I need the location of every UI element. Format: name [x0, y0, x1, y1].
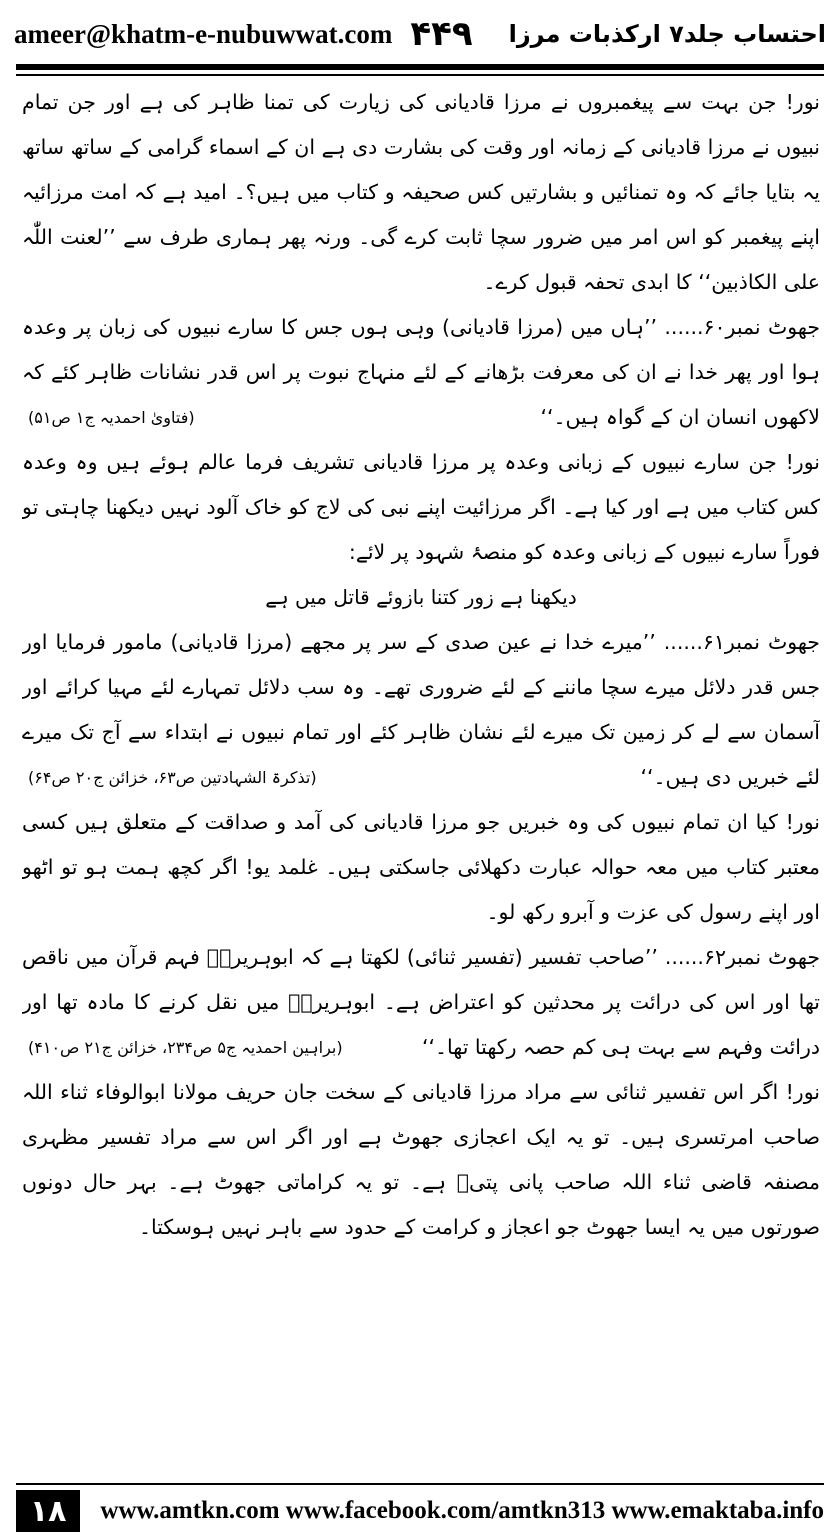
header-left — [14, 14, 473, 54]
verse-line: دیکھنا ہے زور کتنا بازوئے قاتل میں ہے — [265, 585, 577, 609]
paragraph-noor-2: نور! جن سارے نبیوں کے زبانی وعدہ پر مرزا قادیانی تشریف فرما عالم ہوئے ہیں وہ وعدہ کس کتاب میں ہے اور کیا ہے۔ اگر مرزائیت اپنے نبی کی لاج کو خاک آلود نہیں دیکھنا چاہتی تو فوراً سارے نبیوں کے زبانی وعدہ کو منصۂ شہود پر لائے: — [22, 450, 820, 564]
reference-jhoot-61: (تذکرۃ الشہادتین ص۶۳، خزائن ج۲۰ ص۶۴) — [28, 768, 317, 787]
book-title: احتساب جلد۷ ارکذبات مرزا — [508, 20, 826, 48]
reference-jhoot-60: (فتاویٰ احمدیہ ج۱ ص۵۱) — [28, 408, 195, 427]
page-footer — [16, 1490, 824, 1532]
paragraph-jhoot-61: جھوٹ نمبر۶۱...... ’’میرے خدا نے عین صدی کے سر پر مجھے (مرزا قادیانی) مامور فرمایا اور جس قدر دلائل میرے سچا ماننے کے لئے ضروری تھے۔ وہ سب دلائل تمہارے لئے مہیا کرائے اور آسمان سے لے کر زمین تک میرے لئے نشان ظاہر کئے اور تمام نبیوں نے ابتداء سے آج تک میرے لئے خبریں دی ہیں۔‘‘ — [22, 630, 820, 789]
footer-links: www.amtkn.com www.facebook.com/amtkn313 www.emaktaba.info — [100, 1497, 824, 1524]
page-header — [14, 8, 826, 60]
paragraph-jhoot-60: جھوٹ نمبر۶۰...... ’’ہاں میں (مرزا قادیانی) وہی ہوں جس کا سارے نبیوں کی زبان پر وعدہ ہوا اور پھر خدا نے ان کی معرفت بڑھانے کے لئے منہاج نبوت پر اس قدر نشانات ظاہر کئے کہ لاکھوں انسان ان کے گواہ ہیں۔‘‘ — [22, 315, 820, 429]
email-address: ameer@khatm-e-nubuwwat.com — [14, 18, 393, 49]
paragraph-jhoot-62: جھوٹ نمبر۶۲...... ’’صاحب تفسیر (تفسیر ثنائی) لکھتا ہے کہ ابوہریرہؓ فہم قرآن میں ناقص تھا اور اس کی درائت پر محدثین کو اعتراض ہے۔ ابوہریرہؓ میں نقل کرنے کا مادہ تھا اور درائت وفہم سے بہت ہی کم حصہ رکھتا تھا۔‘‘ — [22, 945, 820, 1059]
footer-number: ۱۸ — [16, 1490, 80, 1532]
page-body — [22, 80, 820, 1465]
header-rule-thin — [16, 74, 824, 76]
header-rule-thick — [16, 64, 824, 70]
reference-jhoot-62: (براہین احمدیہ ج۵ ص۲۳۴، خزائن ج۲۱ ص۴۱۰) — [28, 1038, 343, 1057]
footer-rule — [16, 1483, 824, 1485]
paragraph-noor-1: نور! جن بہت سے پیغمبروں نے مرزا قادیانی کی زیارت کی تمنا ظاہر کی ہے اور جن تمام نبیوں نے مرزا قادیانی کے زمانہ اور وقت کی بشارت دی ہے ان کے اسماء گرامی کے ساتھ ساتھ یہ بتایا جائے کہ وہ تمنائیں و بشارتیں کس صحیفہ و کتاب میں ہیں؟۔ امید ہے کہ امت مرزائیہ اپنے پیغمبر کو اس امر میں ضرور سچا ثابت کرے گی۔ ورنہ پھر ہماری طرف سے ’’لعنت اللّٰہ علی الکاذبین‘‘ کا ابدی تحفہ قبول کرے۔ — [22, 90, 820, 294]
paragraph-noor-4: نور! اگر اس تفسیر ثنائی سے مراد مرزا قادیانی کے سخت جان حریف مولانا ابوالوفاء ثناء اللہ صاحب امرتسری ہیں۔ تو یہ ایک اعجازی جھوٹ ہے اور اگر اس سے مراد تفسیر مظہری مصنفہ قاضی ثناء اللہ صاحب پانی پتیؒ ہے۔ تو یہ کراماتی جھوٹ ہے۔ بہر حال دونوں صورتوں میں یہ ایسا جھوٹ جو اعجاز و کرامت کے حدود سے باہر نہیں ہوسکتا۔ — [22, 1080, 820, 1239]
paragraph-noor-3: نور! کیا ان تمام نبیوں کی وہ خبریں جو مرزا قادیانی کی آمد و صداقت کے متعلق ہیں کسی معتبر کتاب میں معہ حوالہ عبارت دکھلائی جاسکتی ہیں۔ غلمد یو! اگر کچھ ہمت ہو تو اٹھو اور اپنے رسول کی عزت و آبرو رکھ لو۔ — [22, 810, 820, 924]
page-number: ۴۴۹ — [410, 14, 473, 54]
